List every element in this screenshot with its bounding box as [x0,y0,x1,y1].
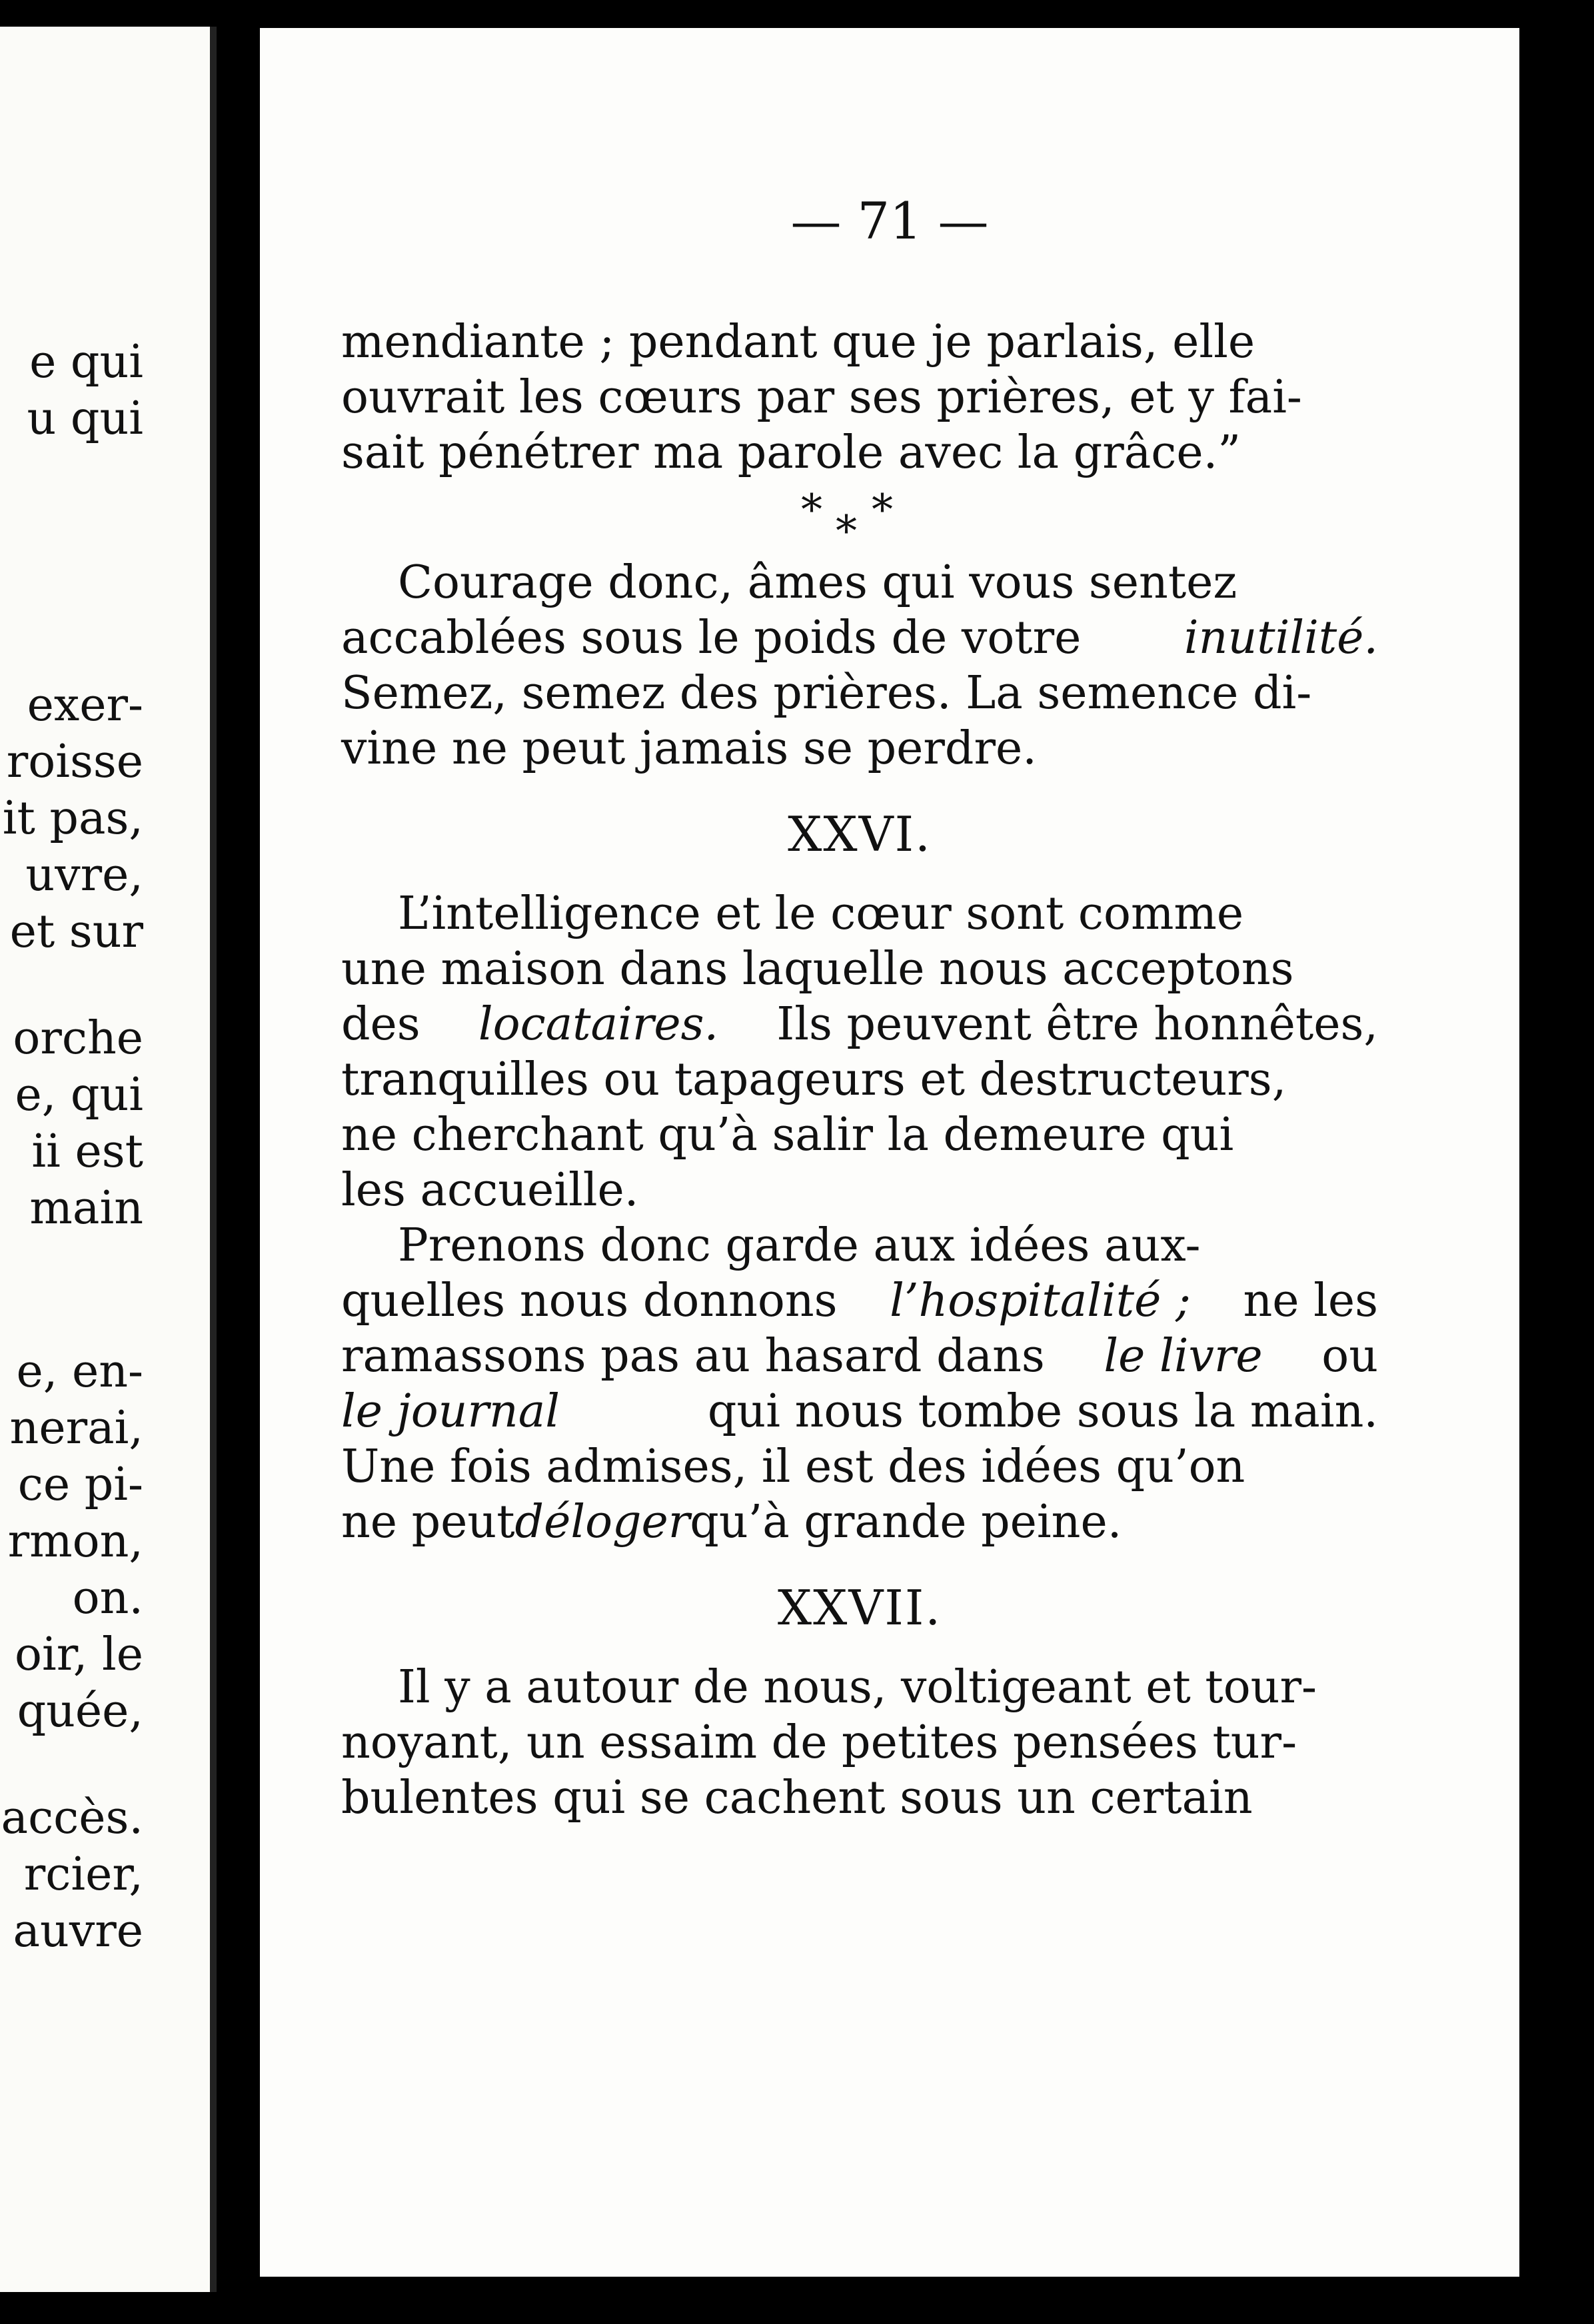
text-line: quelles nous donnons l’hospitalité ; ne les [341,1275,1378,1327]
left-page-line: ii est [31,1125,143,1178]
page-number: — 71 — [790,191,989,251]
text-line: ne cherchant qu’à salir la demeure qui [341,1109,1234,1161]
left-page-line: main [29,1182,143,1235]
left-page-line: e, qui [15,1069,143,1121]
text-line: des locataires. Ils peuvent être honnêtes, [341,998,1378,1051]
text-line: vine ne peut jamais se perdre. [341,722,1037,775]
text-line: Une fois admises, il est des idées qu’on [341,1441,1245,1493]
text-line: le journal qui nous tombe sous la main. [341,1385,1378,1438]
left-page-line: oir, le [15,1628,143,1681]
text-line: L’intelligence et le cœur sont comme [398,887,1244,940]
text-line: sait pénétrer ma parole avec la grâce.” [341,426,1241,479]
text-line: ne peut déloger qu’à grande peine. [341,1496,1122,1548]
left-page-line: ce pi- [17,1458,143,1511]
text-line: accablées sous le poids de votre inutilité. [341,612,1378,664]
left-page-line: rmon, [7,1515,143,1568]
left-page-line: uvre, [25,849,143,901]
text-line: Il y a autour de nous, voltigeant et tour- [398,1661,1317,1714]
scan-edge [1531,0,1594,2324]
section-heading: XXVII. [777,1580,942,1636]
text-line: les accueille. [341,1164,639,1217]
text-line: bulentes qui se cachent sous un certain [341,1772,1253,1824]
left-page-line: accès. [1,1792,143,1844]
asterisk: * [872,486,893,535]
text-line: ramassons pas au hasard dans le livre ou [341,1330,1378,1383]
left-page-line: on. [72,1572,143,1624]
page [260,28,1519,2277]
text-line: une maison dans laquelle nous acceptons [341,943,1294,995]
text-line: Courage donc, âmes qui vous sentez [398,556,1237,609]
page-gutter-shadow [210,27,217,2292]
section-heading: XXVI. [788,806,932,862]
left-page-line: quée, [17,1685,143,1738]
text-line: Prenons donc garde aux idées aux- [398,1219,1201,1272]
left-page-line: it pas, [2,792,143,845]
left-page-line: orche [13,1012,143,1065]
left-page-line: auvre [13,1905,143,1958]
text-line: mendiante ; pendant que je parlais, elle [341,316,1255,368]
asterism [341,480,1378,555]
left-page-line: et sur [9,905,143,958]
asterisk: * [801,486,822,535]
left-page-line: exer- [27,679,143,732]
left-page-line: e, en- [16,1345,143,1398]
text-line: ouvrait les cœurs par ses prières, et y fai- [341,371,1302,424]
left-page-line: u qui [27,392,143,445]
asterisk: * [836,507,857,556]
text-line: tranquilles ou tapageurs et destructeurs, [341,1053,1287,1106]
left-page-line: rcier, [23,1848,143,1901]
body-text [341,314,1378,1826]
text-line: Semez, semez des prières. La semence di- [341,667,1312,720]
text-line: noyant, un essaim de petites pensées tur- [341,1716,1297,1769]
left-page-line: roisse [6,736,143,788]
previous-page-fragment [0,27,217,2292]
left-page-line: e qui [29,336,143,388]
left-page-line: nerai, [9,1402,143,1454]
